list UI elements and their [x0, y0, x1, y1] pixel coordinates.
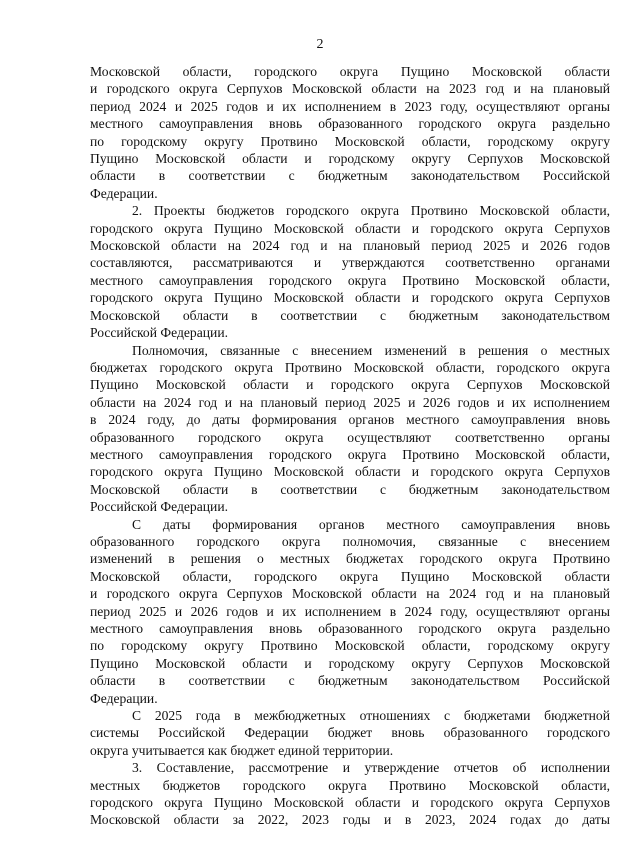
text-line: области на 2024 год и на плановый период 2025 и 2026 годов и их исполнением — [90, 394, 610, 410]
document-body — [90, 63, 610, 829]
text-line: местного самоуправления городского округа Протвино Московской области, — [90, 272, 610, 288]
text-line: Московской области, городского округа Пущино Московской области — [90, 568, 610, 584]
paragraph — [90, 342, 610, 516]
text-line: области в соответствии с бюджетным законодательством Российской — [90, 168, 610, 184]
text-line: системы Российской Федерации бюджет вновь образованного городского — [90, 725, 610, 741]
text-line: образованного городского округа полномочия, связанные с внесением — [90, 533, 610, 549]
paragraph — [90, 707, 610, 759]
text-line: Федерации. — [90, 690, 158, 706]
text-line: составляются, рассматриваются и утверждаются соответственно органами — [90, 255, 610, 271]
text-line: городского округа Пущино Московской области и городского округа Серпухов — [90, 290, 610, 306]
text-line: Российской Федерации. — [90, 499, 228, 515]
text-line: С даты формирования органов местного самоуправления вновь — [132, 516, 610, 532]
paragraph — [90, 759, 610, 829]
text-line: городского округа Пущино Московской области и городского округа Серпухов — [90, 795, 610, 811]
text-line: местного самоуправления городского округа Протвино Московской области, — [90, 446, 610, 462]
text-line: Федерации. — [90, 185, 158, 201]
paragraph — [90, 63, 610, 202]
paragraph — [90, 516, 610, 707]
text-line: образованного городского округа осуществляют соответственно органы — [90, 429, 610, 445]
text-line: по городскому округу Протвино Московской области, городскому округу — [90, 638, 610, 654]
text-line: Пущино Московской области и городского округа Серпухов Московской — [90, 377, 610, 393]
paragraph — [90, 202, 610, 341]
text-line: городского округа Пущино Московской области и городского округа Серпухов — [90, 220, 610, 236]
text-line: местных бюджетов городского округа Протвино Московской области, — [90, 777, 610, 793]
text-line: бюджетах городского округа Протвино Московской области, городского округа — [90, 359, 610, 375]
text-line: местного самоуправления вновь образованного городского округа раздельно — [90, 116, 610, 132]
text-line: по городскому округу Протвино Московской области, городскому округу — [90, 133, 610, 149]
text-line: период 2025 и 2026 годов и их исполнением в 2024 году, осуществляют органы — [90, 603, 610, 619]
text-line: 2. Проекты бюджетов городского округа Протвино Московской области, — [132, 203, 610, 219]
text-line: и городского округа Серпухов Московской области на 2024 год и на плановый — [90, 586, 610, 602]
text-line: С 2025 года в межбюджетных отношениях с бюджетами бюджетной — [132, 708, 610, 724]
text-line: и городского округа Серпухов Московской области на 2023 год и на плановый — [90, 81, 610, 97]
text-line: Московской области в соответствии с бюджетным законодательством — [90, 481, 610, 497]
page-number: 2 — [316, 37, 324, 52]
text-line: области в соответствии с бюджетным законодательством Российской — [90, 673, 610, 689]
text-line: в 2024 году, до даты формирования органов местного самоуправления вновь — [90, 412, 610, 428]
text-line: изменений в решения о местных бюджетах городского округа Протвино — [90, 551, 610, 567]
text-line: Пущино Московской области и городскому округу Серпухов Московской — [90, 655, 610, 671]
text-line: Московской области за 2022, 2023 годы и в 2023, 2024 годах до даты — [90, 812, 610, 828]
text-line: Полномочия, связанные с внесением изменений в решения о местных — [132, 342, 610, 358]
text-line: городского округа Пущино Московской области и городского округа Серпухов — [90, 464, 610, 480]
text-line: период 2024 и 2025 годов и их исполнением в 2023 году, осуществляют органы — [90, 98, 610, 114]
text-line: Российской Федерации. — [90, 325, 228, 341]
text-line: 3. Составление, рассмотрение и утверждение отчетов об исполнении — [132, 760, 610, 776]
text-line: Московской области, городского округа Пущино Московской области — [90, 64, 610, 79]
text-line: местного самоуправления вновь образованного городского округа раздельно — [90, 621, 610, 636]
text-line: Московской области на 2024 год и на плановый период 2025 и 2026 годов — [90, 238, 610, 254]
text-line: округа учитывается как бюджет единой территории. — [90, 742, 394, 758]
text-line: Московской области в соответствии с бюджетным законодательством — [90, 307, 610, 323]
text-line: Пущино Московской области и городскому округу Серпухов Московской — [90, 151, 610, 167]
